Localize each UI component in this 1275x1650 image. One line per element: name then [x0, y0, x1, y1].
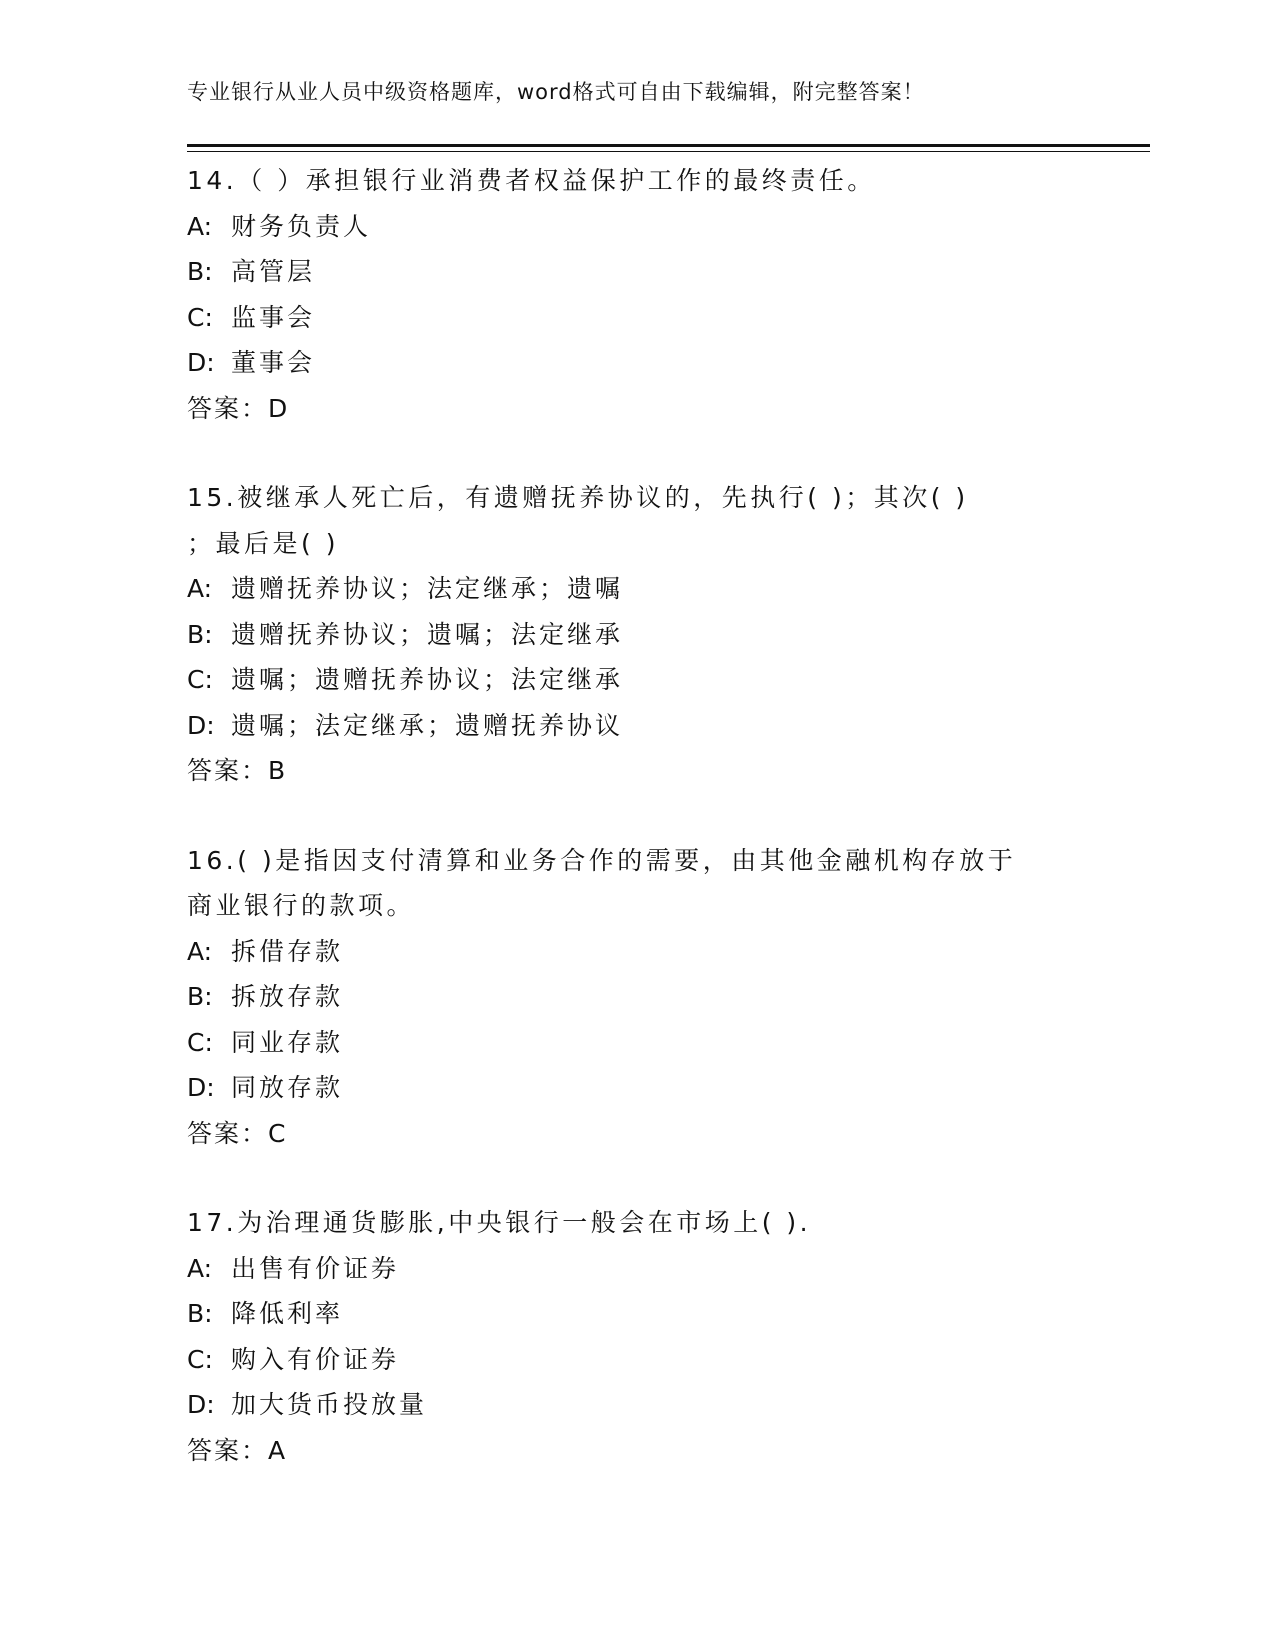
- option-c: [187, 295, 1087, 341]
- option-text: 拆放存款: [231, 982, 344, 1011]
- option-c: [187, 1337, 1087, 1383]
- option-b: [187, 249, 1087, 295]
- page-header: 专业银行从业人员中级资格题库，word格式可自由下载编辑，附完整答案！: [187, 80, 925, 104]
- answer-line: 答案：C: [187, 1118, 288, 1148]
- option-letter: D:: [187, 348, 215, 377]
- option-text: 遗嘱；遗赠抚养协议；法定继承: [231, 665, 624, 694]
- option-text: 财务负责人: [231, 211, 372, 241]
- option-a: [187, 929, 1087, 975]
- answer-line: 答案：A: [187, 1435, 288, 1465]
- option-letter: A:: [187, 1253, 213, 1283]
- option-text: 遗嘱；法定继承；遗赠抚养协议: [231, 710, 624, 740]
- option-text: 遗赠抚养协议；遗嘱；法定继承: [231, 619, 624, 649]
- question-list: [187, 158, 1087, 1517]
- option-text: 拆借存款: [231, 936, 344, 966]
- option-letter: D:: [187, 1073, 215, 1102]
- question-stem: [187, 158, 1087, 204]
- stem-line: ；最后是( ): [187, 528, 339, 558]
- option-b: [187, 974, 1087, 1020]
- option-letter: B:: [187, 257, 213, 286]
- question-stem: [187, 1200, 1087, 1246]
- option-letter: B:: [187, 619, 213, 649]
- stem-line: 17.为治理通货膨胀,中央银行一般会在市场上( ).: [187, 1208, 812, 1237]
- option-text: 购入有价证券: [231, 1344, 400, 1374]
- option-text: 高管层: [231, 257, 316, 286]
- option-letter: B:: [187, 1299, 213, 1328]
- answer-line: 答案：D: [187, 393, 290, 423]
- option-letter: D:: [187, 710, 215, 740]
- question-stem: [187, 475, 1087, 566]
- option-text: 加大货币投放量: [231, 1390, 428, 1419]
- question-17: [187, 1200, 1087, 1473]
- option-text: 董事会: [231, 348, 316, 377]
- option-letter: C:: [187, 665, 213, 694]
- option-d: [187, 1382, 1087, 1428]
- option-text: 同业存款: [231, 1027, 344, 1057]
- question-14: [187, 158, 1087, 431]
- header-divider: [187, 144, 1150, 152]
- stem-line: 16.( )是指因支付清算和业务合作的需要，由其他金融机构存放于: [187, 845, 1017, 875]
- option-b: [187, 1291, 1087, 1337]
- stem-line: 商业银行的款项。: [187, 891, 416, 920]
- option-c: [187, 1020, 1087, 1066]
- option-letter: C:: [187, 302, 213, 332]
- option-a: [187, 204, 1087, 250]
- option-d: [187, 703, 1087, 749]
- option-d: [187, 340, 1087, 386]
- option-d: [187, 1065, 1087, 1111]
- option-letter: A:: [187, 936, 213, 966]
- option-letter: D:: [187, 1390, 215, 1419]
- option-a: [187, 1246, 1087, 1292]
- option-text: 降低利率: [231, 1299, 344, 1328]
- answer-line: 答案：B: [187, 756, 288, 785]
- option-c: [187, 657, 1087, 703]
- option-letter: B:: [187, 982, 213, 1011]
- option-letter: C:: [187, 1027, 213, 1057]
- option-text: 出售有价证券: [231, 1253, 400, 1283]
- option-text: 同放存款: [231, 1073, 344, 1102]
- question-16: [187, 838, 1087, 1157]
- option-a: [187, 566, 1087, 612]
- question-15: [187, 475, 1087, 794]
- option-text: 监事会: [231, 302, 316, 332]
- option-letter: A:: [187, 211, 213, 241]
- option-letter: C:: [187, 1344, 213, 1374]
- stem-line: 15.被继承人死亡后，有遗赠抚养协议的，先执行( )；其次( ): [187, 483, 969, 512]
- stem-line: 14.（ ）承担银行业消费者权益保护工作的最终责任。: [187, 166, 876, 195]
- option-b: [187, 612, 1087, 658]
- question-stem: [187, 838, 1087, 929]
- option-letter: A:: [187, 574, 213, 603]
- option-text: 遗赠抚养协议；法定继承；遗嘱: [231, 574, 624, 603]
